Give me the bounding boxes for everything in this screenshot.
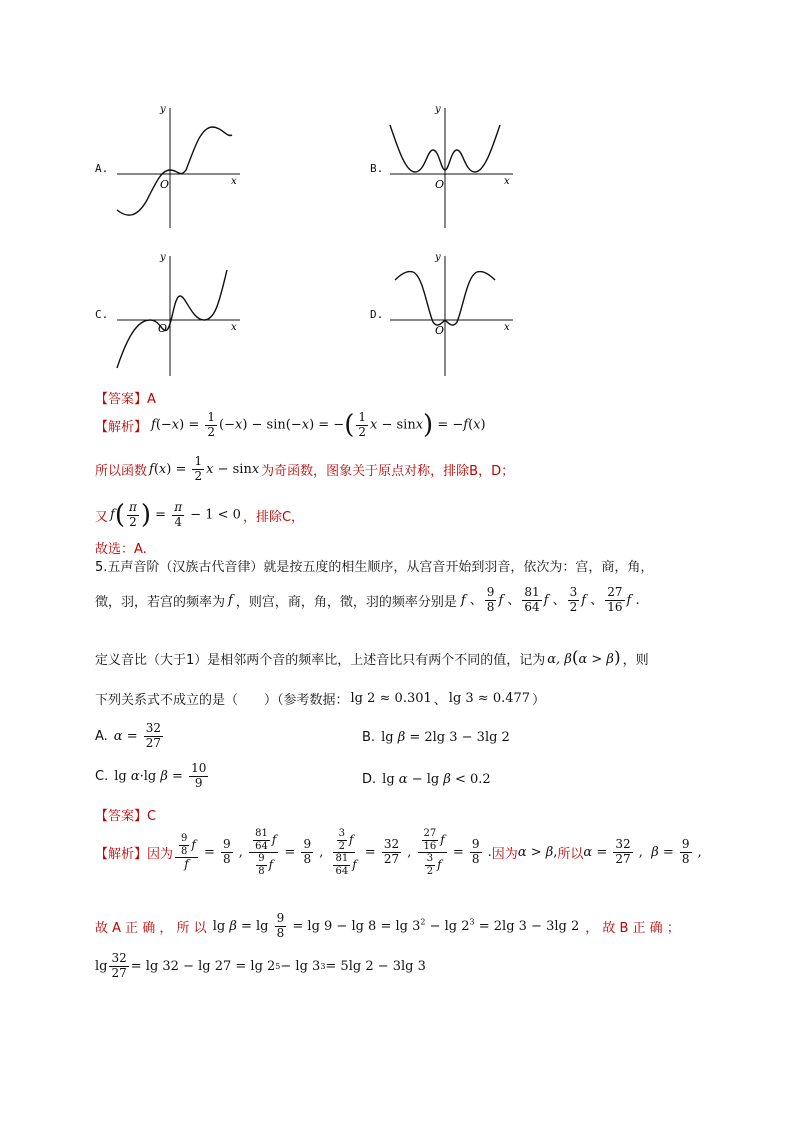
q4-line3-prefix: 又: [95, 509, 109, 525]
q5-option-a: A. α = $\frac{32}{27}$: [95, 721, 162, 750]
graph-c-curve: [117, 270, 227, 368]
q5-answer-tag: 【答案】: [95, 809, 148, 824]
q5-stem4-b: ）: [532, 693, 546, 708]
q4-analysis-line: [95, 410, 486, 440]
q5-stem2-a: 徵，羽，若宫的频率为: [95, 594, 226, 610]
q4-line3-suffix: ，排除C，: [242, 509, 305, 525]
q5-stem-line2: 徵，羽，若宫的频率为 f ，则宫，商，角，徵，羽的频率分别是 f 、 $\frac{9}{8}$ f 、 $\frac{81}{64}$ f 、 $\frac{3}{2}$ f 、 $\frac{27}{16}$ f .: [95, 585, 640, 614]
q4-line2-prefix: 所以函数: [95, 463, 148, 479]
graph-a-x-label: x: [231, 176, 237, 187]
q5-correct-b: ， 故 B 正 确 ；: [585, 920, 680, 936]
graph-b-x-label: x: [504, 176, 510, 187]
graph-a-y-label: y: [160, 104, 166, 115]
q5-stem3-a: 定义音比（大于1）是相邻两个音的频率比，上述音比只有两个不同的值，记为: [95, 652, 546, 668]
q4-line2: [95, 455, 514, 484]
q5-option-b-label: B.: [362, 730, 376, 745]
q5-answer-value: C: [147, 809, 157, 824]
q5-stem-line3: [95, 648, 649, 668]
q4-analysis-tag: 【解析】: [95, 419, 148, 435]
graph-b: [385, 100, 520, 230]
q5-option-d: D. lg α − lg β < 0.2: [362, 772, 491, 787]
q5-option-a-label: A.: [95, 728, 108, 744]
q4-analysis-formula: f(−x) = $\frac{1}{2}$ (−x) − sin(−x) = −( $\frac{1}{2}$ x − sinx) = −f(x): [151, 409, 486, 440]
q5-stem2-b: ，则宫，商，角，徵，羽的频率分别是: [235, 594, 457, 610]
q5-analysis-a: 因为: [147, 847, 174, 862]
q5-lg-alpha-derivation: lg $\frac{32}{27}$ = lg 32 − lg 27 = lg 2 5 − lg 3 3 = 5lg 2 − 3lg 3: [95, 951, 426, 980]
graph-a: [112, 100, 247, 230]
graph-c-x-label: x: [231, 322, 237, 333]
q5-stem-line1: 5.五声音阶（汉族古代音律）就是按五度的相生顺序，从宫音开始到羽音，依次为：宫，商，角，: [95, 560, 654, 575]
q5-stem4-sep: 、: [433, 693, 447, 708]
graph-d-y-label: y: [435, 252, 441, 263]
graph-c: [112, 248, 247, 378]
q5-option-d-label: D.: [362, 772, 377, 787]
q4-line3: [95, 500, 304, 530]
graph-a-origin: O: [160, 178, 170, 191]
q5-frequencies: f 、 $\frac{9}{8}$ f 、 $\frac{81}{64}$ f 、 $\frac{3}{2}$ f 、 $\frac{27}{16}$ f .: [460, 585, 640, 614]
q4-answer-value: A: [147, 392, 156, 407]
q5-ratio-1: $\frac{9}{8}$ f f = $\frac{9}{8}$ , $\frac{81}{64}$ f $\frac{9}{8}$ f = $\frac{9}{8}$ , $\frac{3}{2}$ f $\frac{81}{64}$ f = $\frac{32}{27}$ , $\frac{27}{16}$ f $\frac{3}{2}$ f = $\frac{9}{8}$ .: [173, 828, 492, 877]
q5-option-c: C. lg α·lg β = $\frac{10}{9}$: [95, 761, 207, 790]
option-c-label: C.: [95, 308, 109, 321]
q4-answer-tag: 【答案】: [95, 392, 148, 407]
q5-answer-line: [95, 805, 156, 824]
option-d-label: D.: [370, 308, 384, 321]
q5-analysis-tag: 【解析】: [95, 847, 148, 862]
option-b-label: B.: [370, 162, 384, 175]
q5-stem-line4: 下列关系式不成立的是（ ）（参考数据： lg 2 ≈ 0.301 、 lg 3 ≈ 0.477 ）: [95, 691, 546, 708]
graph-d-origin: O: [435, 324, 445, 337]
q4-line2-formula: f(x) = $\frac{1}{2}$ x − sinx: [149, 454, 260, 483]
q5-option-c-label: C.: [95, 768, 109, 784]
q5-correct-a: 故 A 正 确 ， 所 以: [95, 920, 207, 936]
graph-c-y-label: y: [160, 252, 166, 263]
graph-a-curve: [117, 127, 232, 215]
option-a-label: A.: [95, 162, 109, 175]
q5-option-b: B. lg β = 2lg 3 − 3lg 2: [362, 730, 510, 745]
q5-lg-beta-derivation: lg β = lg $\frac{9}{8}$ = $\lg 9 - \lg 8 = \lg 3^2 - \lg 2^3 = 2\lg$ 3 − 3lg 2: [212, 911, 580, 940]
graph-d-x-label: x: [504, 322, 510, 333]
graph-b-y-label: y: [435, 104, 441, 115]
graph-d: [385, 248, 520, 378]
graph-b-origin: O: [435, 178, 445, 191]
q4-answer-line: [95, 388, 156, 407]
q5-so: 所以: [557, 847, 584, 862]
q5-correct-line: [95, 912, 680, 941]
q5-alpha-beta: α, β(α > β): [547, 648, 621, 668]
q5-stem4-a: 下列关系式不成立的是（ ）（参考数据：: [95, 693, 349, 708]
q5-because: 因为: [491, 847, 518, 862]
q5-analysis-line: 【解析】 因为 $\frac{9}{8}$ f f = $\frac{9}{8}$ , $\frac{81}{64}$ f $\frac{9}{8}$ f = $\frac{9}{8}$ , $\frac{3}{2}$ f $\frac{81}{64}$ f = $\frac{32}{27}$ , $\frac{27}{16}$ f $\frac{3}{2}$ f = $\frac{9}{8}$ . 因为 α > β , 所以 α = $\frac{32}{27}$ , β = $\frac{9}{8}$ ,: [95, 828, 702, 877]
graph-c-origin: O: [158, 322, 168, 335]
q4-line4: 故选：A.: [95, 542, 147, 557]
q4-line3-formula: f( $\frac{\pi}{2}$ ) = $\frac{\pi}{4}$ − 1 < 0: [110, 499, 241, 530]
q4-line2-suffix: 为奇函数，图象关于原点对称，排除B，D；: [261, 463, 515, 479]
q5-stem3-b: ，则: [622, 652, 649, 668]
